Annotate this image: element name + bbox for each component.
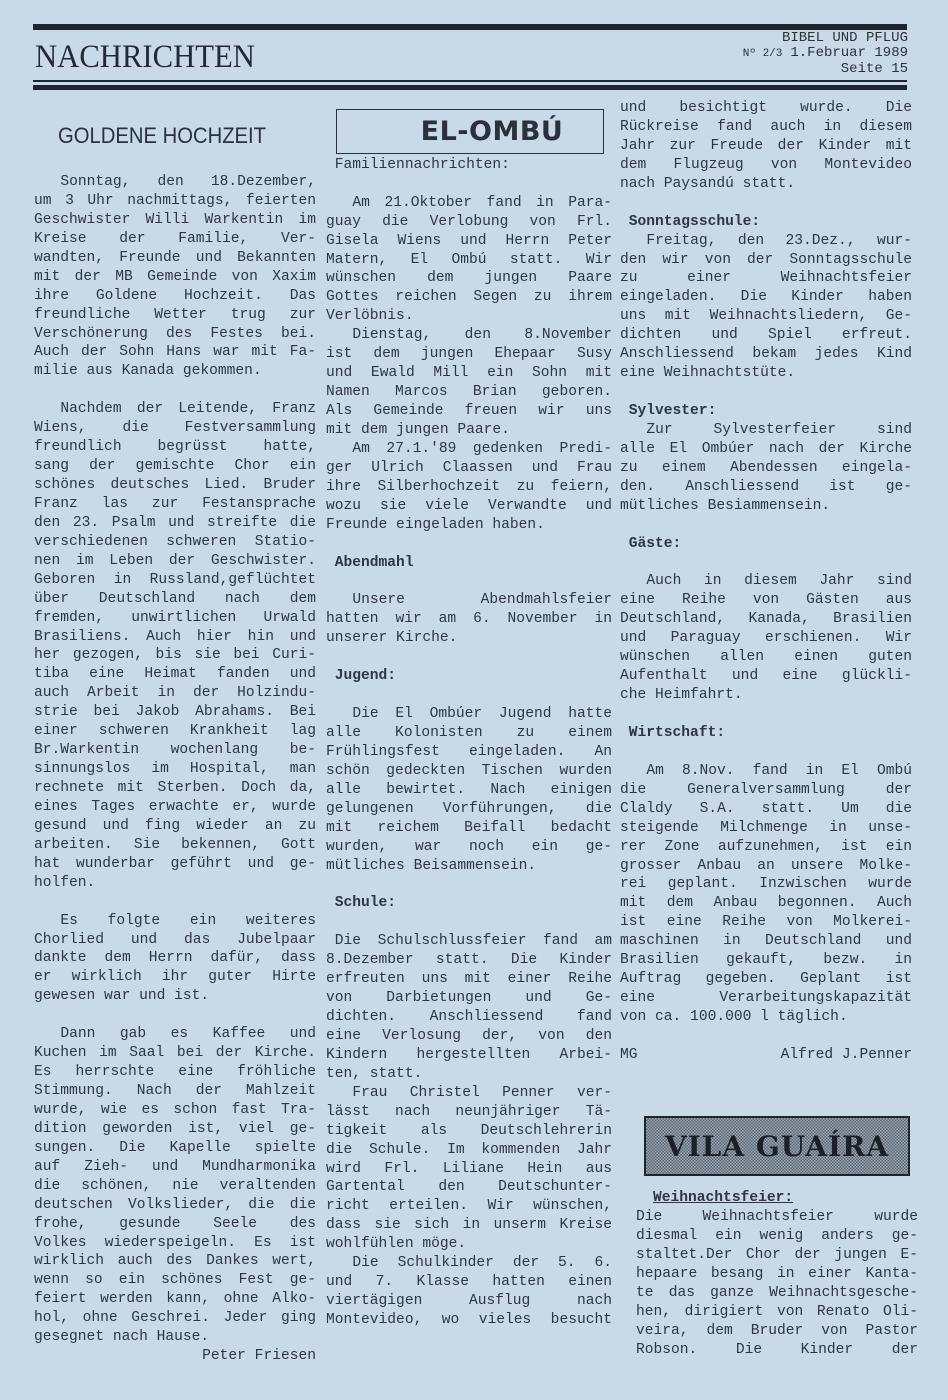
section-title-vila-guaira: VILA GUAÍRA xyxy=(664,1129,890,1163)
text-line: sang der gemischte Chor ein xyxy=(34,458,316,475)
text-line: alle Kolonisten zu einem xyxy=(326,724,612,741)
text-line: Rückreise fand auch in diesem xyxy=(620,118,912,135)
text-line: von ca. 100.000 l täglich. xyxy=(620,1009,848,1025)
subheading: Sonntagsschule: xyxy=(620,213,761,230)
text-line: dichten. Anschliessend fand xyxy=(326,1009,612,1025)
paragraph-gap xyxy=(326,535,612,554)
text-line: strie bei Jakob Abrahams. Bei xyxy=(34,704,316,721)
article-el-ombu xyxy=(326,99,612,1330)
text-line: wünschen allen einen guten xyxy=(620,649,912,666)
text-line: eine Reihe von Gästen aus xyxy=(620,592,912,609)
text-line: 8.Dezember statt. Die Kinder xyxy=(326,952,612,969)
text-line: freundlich begrüsst hatte, xyxy=(34,439,316,456)
text-line: Frühlingsfest eingeladen. An xyxy=(326,743,612,760)
text-line: Dienstag, den 8.November xyxy=(352,327,612,344)
publication-date: 1.Februar 1989 xyxy=(790,45,908,61)
text-line: Dann gab es Kaffee und xyxy=(60,1026,316,1043)
text-line: Wiens, die Festversammlung xyxy=(34,420,316,437)
text-line: Verlöbnis. xyxy=(326,308,414,325)
text-line: sungen. Die Kapelle spielte xyxy=(34,1139,316,1156)
text-line: Br.Warkentin wochenlang be- xyxy=(34,742,316,759)
text-line: Die Schulkinder der 5. 6. xyxy=(352,1255,612,1272)
text-line: te das ganze Weihnachtsgesche- xyxy=(636,1284,918,1301)
text-line: Brasiliens. Auch hier hin und xyxy=(34,628,316,645)
text-line: die Schule. Im kommenden Jahr xyxy=(326,1141,612,1158)
paragraph-gap xyxy=(326,137,612,156)
subheading: Abendmahl xyxy=(326,554,414,571)
text-line: Gottes reichen Segen zu ihrem xyxy=(326,289,612,306)
text-line: wandten, Freunde und Bekannten xyxy=(34,249,316,266)
text-line: ist eine Reihe von Molkerei- xyxy=(620,914,912,931)
text-line: Freitag, den 23.Dez., wur- xyxy=(646,232,912,249)
text-line: Es herrschte eine fröhliche xyxy=(34,1064,316,1081)
text-line: Kuchen im Saal bei der Kirche. xyxy=(34,1045,316,1062)
subheading: Gäste: xyxy=(620,535,682,552)
issue-number: Nº 2/3 xyxy=(742,48,783,60)
subheading: Schule: xyxy=(326,895,397,912)
text-line: ihre Goldene Hochzeit. Das xyxy=(34,287,316,304)
text-line: Jahr zur Freude der Kinder mit xyxy=(620,137,912,154)
text-line: Chorlied und das Jubelpaar xyxy=(34,931,316,948)
text-line: freundliche Wetter trug zur xyxy=(34,306,316,323)
text-line: Die Schulschlussfeier fand am xyxy=(334,933,612,950)
text-line: Stimmung. Nach der Mahlzeit xyxy=(34,1083,316,1099)
text-line: diesmal ein wenig anders ge- xyxy=(636,1227,918,1244)
article-title-goldene-hochzeit: GOLDENE HOCHZEIT xyxy=(58,123,267,148)
text-line: dem Flugzeug von Montevideo xyxy=(620,156,912,173)
text-line: gesegnet nach Hause. xyxy=(34,1329,210,1346)
article-el-ombu-continued xyxy=(620,99,912,1065)
text-line: einer schweren Krankheit lag xyxy=(34,723,316,740)
text-line: erfreuten uns mit einer Reihe xyxy=(326,971,612,988)
text-line: Frau Christel Penner ver- xyxy=(352,1084,612,1101)
paragraph-gap xyxy=(620,743,912,762)
text-line: mit reichem Beifall bedacht xyxy=(326,819,612,836)
issue-date-line xyxy=(743,46,908,62)
signature-line xyxy=(620,1046,912,1065)
paragraph-gap xyxy=(326,686,612,705)
publication-name: BIBEL UND PFLUG xyxy=(781,30,908,46)
text-line: Gisela Wiens und Herrn Peter xyxy=(326,232,612,249)
text-line: gewesen war und ist. xyxy=(34,988,210,1005)
text-line: Als Gemeinde freuen wir uns xyxy=(326,403,612,419)
text-line: Geboren in Russland,geflüchtet xyxy=(34,571,316,588)
text-line: Franz las zur Festansprache xyxy=(34,495,316,512)
text-line: Familiennachrichten: xyxy=(326,156,510,173)
text-line: Brasilien gekauft, bezw. in xyxy=(620,952,912,969)
text-line: wurde, wie es schon fast Tra- xyxy=(34,1101,316,1118)
text-line: auf Zieh- und Mundharmonika xyxy=(34,1158,316,1175)
paragraph-gap xyxy=(34,1006,316,1025)
paragraph-gap xyxy=(620,516,912,535)
text-line: richt erteilen. Wir wünschen, xyxy=(326,1198,612,1215)
text-line: um 3 Uhr nachmittags, feierten xyxy=(34,192,316,209)
text-line: Kreise der Familie, Ver- xyxy=(34,230,316,247)
subheading: Sylvester: xyxy=(620,403,717,419)
page-number: Seite 15 xyxy=(840,61,908,77)
text-line: schön gedeckten Tischen wurden xyxy=(326,762,612,779)
text-line: gelungenen Vorführungen, die xyxy=(326,800,612,817)
text-line: und 7. Klasse hatten einen xyxy=(326,1274,612,1291)
text-line: hepaare besang in einer Kanta- xyxy=(636,1265,918,1282)
paragraph-gap xyxy=(326,875,612,894)
paragraph-gap xyxy=(620,1027,912,1046)
text-line: eine Verlosung der, von den xyxy=(326,1027,612,1044)
text-line: wozu sie viele Verwandte und xyxy=(326,497,612,514)
text-line: nach Paysandú statt. xyxy=(620,175,796,192)
text-line: arbeiten. Sie bekennen, Gott xyxy=(34,836,316,853)
subheading: Wirtschaft: xyxy=(620,724,726,741)
text-line: staltet.Der Chor der jungen E- xyxy=(636,1246,918,1263)
text-line: lässt nach neunjähriger Tä- xyxy=(326,1103,612,1120)
text-line: Gartental den Deutschunter- xyxy=(326,1179,612,1196)
text-line: Kindern hergestellten Arbei- xyxy=(326,1046,612,1063)
text-line: milie aus Kanada gekommen. xyxy=(34,363,262,380)
author-signature: Peter Friesen xyxy=(202,1348,316,1365)
text-line: fremden, unwirtlichen Urwald xyxy=(34,609,316,626)
text-line: wohlfühlen möge. xyxy=(326,1236,467,1253)
text-line: wird Frl. Liliane Hein aus xyxy=(326,1160,612,1177)
text-line: Montevideo, wo vieles besucht xyxy=(326,1312,612,1328)
text-line: wünschen dem jungen Paare xyxy=(326,270,612,287)
text-line: ger Ulrich Claassen und Frau xyxy=(326,459,612,476)
text-line: verschiedenen schweren Statio- xyxy=(34,533,316,550)
text-line: Aufenthalt und eine glückli- xyxy=(620,668,912,685)
text-line: holfen. xyxy=(34,874,96,891)
text-line: veira, dem Bruder von Pastor xyxy=(636,1322,918,1339)
section-banner-vila-guaira xyxy=(644,1116,910,1176)
paragraph-gap xyxy=(620,194,912,213)
text-line: wirklich auch des Dankes wert, xyxy=(34,1253,316,1270)
text-line: Nachdem der Leitende, Franz xyxy=(60,401,316,418)
text-line: Claldy S.A. statt. Um die xyxy=(620,800,912,817)
text-line: sinnungslos im Hospital, man xyxy=(34,761,316,778)
text-line: hat wunderbar geführt und ge- xyxy=(34,855,316,872)
text-line: feiert werden kann, ohne Alko- xyxy=(34,1291,316,1308)
paragraph-gap xyxy=(34,381,316,400)
text-line: Deutschland, Kanada, Brasilien xyxy=(620,611,912,628)
text-line: den. Anschliessend ist ge- xyxy=(620,478,912,495)
text-line: eingeladen. Die Kinder haben xyxy=(620,289,912,306)
section-title-el-ombu: EL-OMBÚ xyxy=(420,116,564,147)
text-line: wenn so ein schönes Fest ge- xyxy=(34,1272,316,1289)
text-line: Verschönerung des Festes bei. xyxy=(34,325,316,342)
text-line: mit dem jungen Paare. xyxy=(326,421,510,438)
text-line: Die Weihnachtsfeier wurde xyxy=(636,1208,918,1225)
text-line: auch Arbeit in der Holzindu- xyxy=(34,685,316,702)
text-line: alle El Ombúer nach der Kirche xyxy=(620,440,912,457)
text-line: rechnete mit Sterben. Doch da, xyxy=(34,780,316,796)
text-line: die Generalversammlung der xyxy=(620,781,912,798)
text-line: Am 8.Nov. fand in El Ombú xyxy=(646,762,912,779)
text-line: Auch in diesem Jahr sind xyxy=(646,573,912,590)
text-line: den 23. Psalm und streifte die xyxy=(34,514,316,531)
text-line: die schönen, nie veraltenden xyxy=(34,1177,316,1194)
text-line: zu einem Abendessen eingela- xyxy=(620,459,912,476)
text-line: und Paraguay erschienen. Wir xyxy=(620,630,912,647)
paragraph-gap xyxy=(326,572,612,591)
text-line: guay die Verlobung von Frl. xyxy=(326,213,612,230)
text-line: Am 27.1.'89 gedenken Predi- xyxy=(352,440,612,457)
header-rule-thin xyxy=(33,80,907,82)
paragraph-gap xyxy=(34,893,316,912)
text-line: dass sie sich in unserm Kreise xyxy=(326,1217,612,1234)
text-line: alle bewirtet. Nach einigen xyxy=(326,781,612,798)
text-line: über Deutschland nach dem xyxy=(34,590,316,607)
text-line: Es folgte ein weiteres xyxy=(60,912,316,929)
text-line: maschinen in Deutschland und xyxy=(620,933,912,950)
text-line: nen im Leben der Geschwister. xyxy=(34,552,316,569)
text-line: Zur Sylvesterfeier sind xyxy=(646,421,912,438)
text-line: ist dem jungen Ehepaar Susy xyxy=(326,346,612,363)
text-line: uns mit Weihnachtsliedern, Ge- xyxy=(620,308,912,325)
text-line: eine Verarbeitungskapazität xyxy=(620,990,912,1007)
article-vila-guaira xyxy=(636,1189,918,1359)
text-line: Anschliessend bekam jedes Kind xyxy=(620,346,912,363)
text-line: mit dem Anbau begonnen. Auch xyxy=(620,895,912,912)
text-line: grosser Anbau an unsere Molke- xyxy=(620,857,912,874)
section-title: NACHRICHTEN xyxy=(35,39,255,75)
text-line: Volkes wiederspeigeln. Es ist xyxy=(34,1234,316,1251)
text-line: eines Tages erwachte er, wurde xyxy=(34,798,316,815)
header-rule-top xyxy=(33,24,907,30)
text-line: Geschwister Willi Warkentin im xyxy=(34,211,316,228)
paragraph-gap xyxy=(620,554,912,573)
text-line: gesund und fing wieder an zu xyxy=(34,817,316,834)
article-goldene-hochzeit xyxy=(34,173,316,1366)
text-line: wurden, war noch ein ge- xyxy=(326,838,612,855)
text-line: ihre Silberhochzeit zu feiern, xyxy=(326,478,612,495)
text-line: her gezogen, bis sie bei Curi- xyxy=(34,647,316,664)
paragraph-gap xyxy=(326,99,612,118)
paragraph-gap xyxy=(326,913,612,932)
text-line: unserer Kirche. xyxy=(326,630,458,647)
text-line: dankte dem Herrn dafür, dass xyxy=(34,950,316,967)
text-line: er wirklich ihr guter Hirte xyxy=(34,969,316,986)
text-line: von Darbietungen und Ge- xyxy=(326,990,612,1007)
text-line: dichten und Spiel erfreut. xyxy=(620,327,912,344)
publication-info xyxy=(743,31,908,77)
text-line: Am 21.Oktober fand in Para- xyxy=(352,194,612,211)
text-line: zu einer Weihnachtsfeier xyxy=(620,270,912,287)
text-line: hatten wir am 6. November in xyxy=(326,611,612,628)
text-line: steigende Milchmenge in unse- xyxy=(620,819,912,836)
text-line: che Heimfahrt. xyxy=(620,687,743,704)
text-line: viertägigen Ausflug nach xyxy=(326,1293,612,1310)
paragraph-gap xyxy=(326,175,612,194)
text-line: rei geplant. Inzwischen wurde xyxy=(620,876,912,893)
text-line: Unsere Abendmahlsfeier xyxy=(352,592,612,609)
paragraph-gap xyxy=(326,648,612,667)
text-line: dition geworden ist, viel ge- xyxy=(34,1120,316,1137)
subheading-weihnachtsfeier: Weihnachtsfeier: xyxy=(653,1190,794,1206)
vila-guaira-text xyxy=(636,1208,918,1360)
text-line: eine Weihnachtstüte. xyxy=(620,365,796,382)
text-line: hol, ohne Geschrei. Jeder ging xyxy=(34,1310,316,1327)
paragraph-gap xyxy=(620,383,912,402)
text-line: Namen Marcos Brian geboren. xyxy=(326,384,612,401)
text-line: deutschen Volkslieder, die die xyxy=(34,1196,316,1213)
text-line: rer Zone aufzunehmen, ist ein xyxy=(620,838,912,855)
text-line: Sonntag, den 18.Dezember, xyxy=(60,174,316,190)
text-line: Auftrag gegeben. Geplant ist xyxy=(620,971,912,988)
text-line: den wir von der Sonntagsschule xyxy=(620,251,912,268)
author-signature: Alfred J.Penner xyxy=(780,1046,912,1063)
text-line: und besichtigt wurde. Die xyxy=(620,100,912,116)
text-line: Matern, El Ombú statt. Wir xyxy=(326,251,612,268)
text-line: schönes deutsches Lied. Bruder xyxy=(34,477,316,493)
paragraph-gap xyxy=(326,118,612,137)
text-line: Die El Ombúer Jugend hatte xyxy=(352,706,612,722)
text-line: mütliches Besiammensein. xyxy=(620,497,831,514)
author-initials: MG xyxy=(620,1046,638,1063)
text-line: hen, dirigiert von Renato Oli- xyxy=(636,1303,918,1320)
text-line: Auch der Sohn Hans war mit Fa- xyxy=(34,344,316,361)
paragraph-gap xyxy=(620,705,912,724)
text-line: Freunde eingeladen haben. xyxy=(326,516,545,533)
header-rule-bottom xyxy=(33,85,907,90)
text-line: und Ewald Mill ein Sohn mit xyxy=(326,365,612,382)
text-line: mütliches Beisammensein. xyxy=(326,857,537,874)
text-line: mit der MB Gemeinde von Xaxim xyxy=(34,268,316,285)
text-line: tiba eine Heimat fanden und xyxy=(34,666,316,683)
text-line: Robson. Die Kinder der xyxy=(636,1341,918,1358)
subheading: Jugend: xyxy=(326,668,397,685)
text-line: ten, statt. xyxy=(326,1065,423,1082)
text-line: tigkeit als Deutschlehrerin xyxy=(326,1122,612,1139)
text-line: frohe, gesunde Seele des xyxy=(34,1215,316,1232)
